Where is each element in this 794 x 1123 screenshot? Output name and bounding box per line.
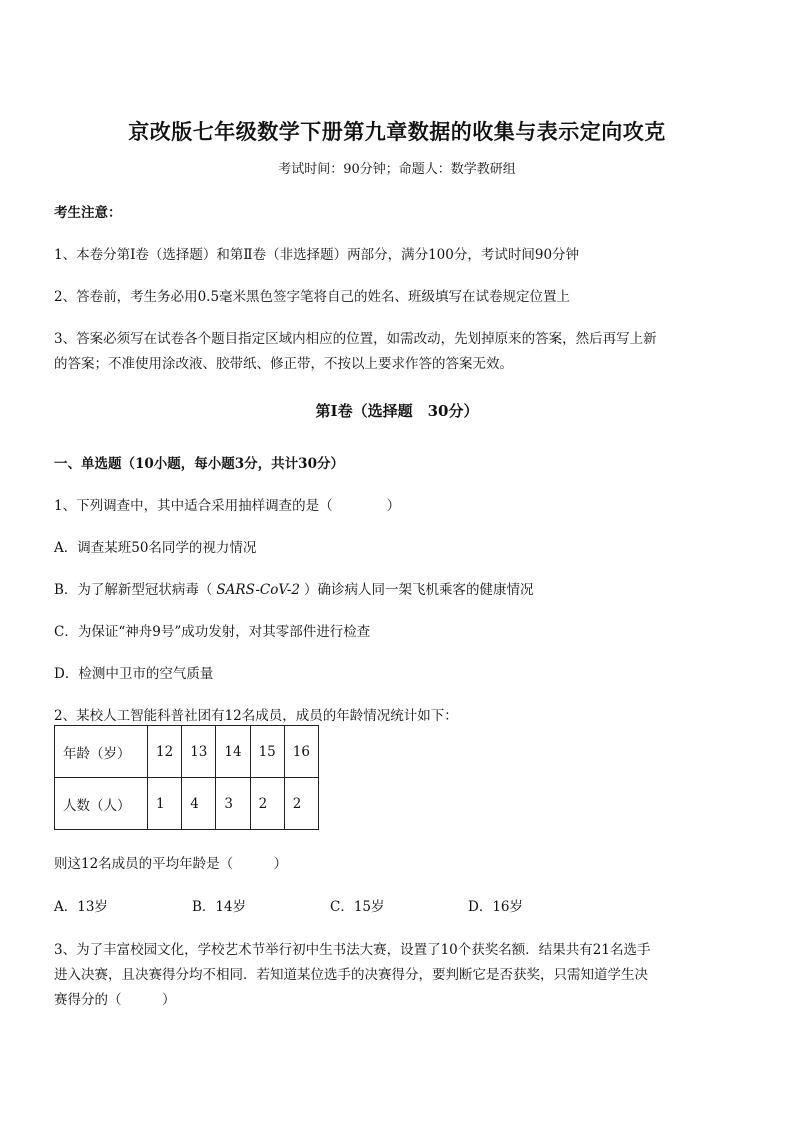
q3-line-1: 3、为了丰富校园文化，学校艺术节举行初中生书法大赛，设置了10个获奖名额．结果共有21名选手 bbox=[54, 942, 651, 958]
notice-item-3: 3、答案必须写在试卷各个题目指定区域内相应的位置，如需改动，先划掉原来的答案，然后再写上新 bbox=[54, 331, 657, 347]
table-row-label: 年龄（岁） bbox=[55, 726, 148, 778]
q1-stem: 1、下列调查中，其中适合采用抽样调查的是（ ） bbox=[54, 498, 401, 514]
q1-option-b-virus: SARS-CoV-2 bbox=[216, 582, 301, 598]
notice-item-2: 2、答卷前，考生务必用0.5毫米黑色签字笔将自己的姓名、班级填写在试卷规定位置上 bbox=[54, 289, 571, 305]
table-cell: 2 bbox=[250, 778, 284, 830]
table-cell: 12 bbox=[148, 726, 182, 778]
q1-option-d: D．检测中卫市的空气质量 bbox=[54, 666, 214, 682]
q2-option-c: C．15岁 bbox=[330, 899, 385, 915]
table-cell: 15 bbox=[250, 726, 284, 778]
notice-item-3-cont: 的答案；不准使用涂改液、胶带纸、修正带，不按以上要求作答的答案无效。 bbox=[54, 356, 513, 372]
q1-option-b bbox=[54, 578, 534, 598]
q1-option-b-post: ）确诊病人同一架飞机乘客的健康情况 bbox=[304, 582, 534, 598]
table-cell: 13 bbox=[182, 726, 216, 778]
table-cell: 1 bbox=[148, 778, 182, 830]
q1-option-a: A．调查某班50名同学的视力情况 bbox=[54, 540, 257, 556]
part1-title: 第Ⅰ卷（选择题 30分） bbox=[315, 402, 479, 420]
page-title: 京改版七年级数学下册第九章数据的收集与表示定向攻克 bbox=[128, 119, 666, 144]
table-row bbox=[55, 778, 319, 830]
q1-option-c: C．为保证“神舟9号”成功发射，对其零部件进行检查 bbox=[54, 624, 371, 640]
notice-item-1: 1、本卷分第Ⅰ卷（选择题）和第Ⅱ卷（非选择题）两部分，满分100分，考试时间90分钟 bbox=[54, 247, 580, 263]
q2-option-b: B．14岁 bbox=[192, 899, 247, 915]
q3-line-3: 赛得分的（ ） bbox=[54, 992, 176, 1008]
table-cell: 4 bbox=[182, 778, 216, 830]
table-cell: 16 bbox=[284, 726, 318, 778]
section-heading: 一、单选题（10小题，每小题3分，共计30分） bbox=[54, 456, 344, 472]
q2-stem: 2、某校人工智能科普社团有12名成员，成员的年龄情况统计如下： bbox=[54, 708, 458, 724]
exam-info: 考试时间：90分钟；命题人：数学教研组 bbox=[278, 162, 516, 177]
q2-question: 则这12名成员的平均年龄是（ ） bbox=[54, 856, 288, 872]
q1-option-b-pre: B．为了解新型冠状病毒（ bbox=[54, 582, 213, 598]
q3-line-2: 进入决赛，且决赛得分均不相同．若知道某位选手的决赛得分，要判断它是否获奖，只需知道学生决 bbox=[54, 967, 648, 983]
table-row-label: 人数（人） bbox=[55, 778, 148, 830]
table-cell: 3 bbox=[216, 778, 250, 830]
notice-heading: 考生注意： bbox=[54, 205, 122, 221]
q2-option-d: D．16岁 bbox=[468, 899, 524, 915]
table-row bbox=[55, 726, 319, 778]
q2-option-a: A．13岁 bbox=[54, 899, 108, 915]
table-cell: 14 bbox=[216, 726, 250, 778]
age-table bbox=[54, 725, 319, 830]
table-cell: 2 bbox=[284, 778, 318, 830]
